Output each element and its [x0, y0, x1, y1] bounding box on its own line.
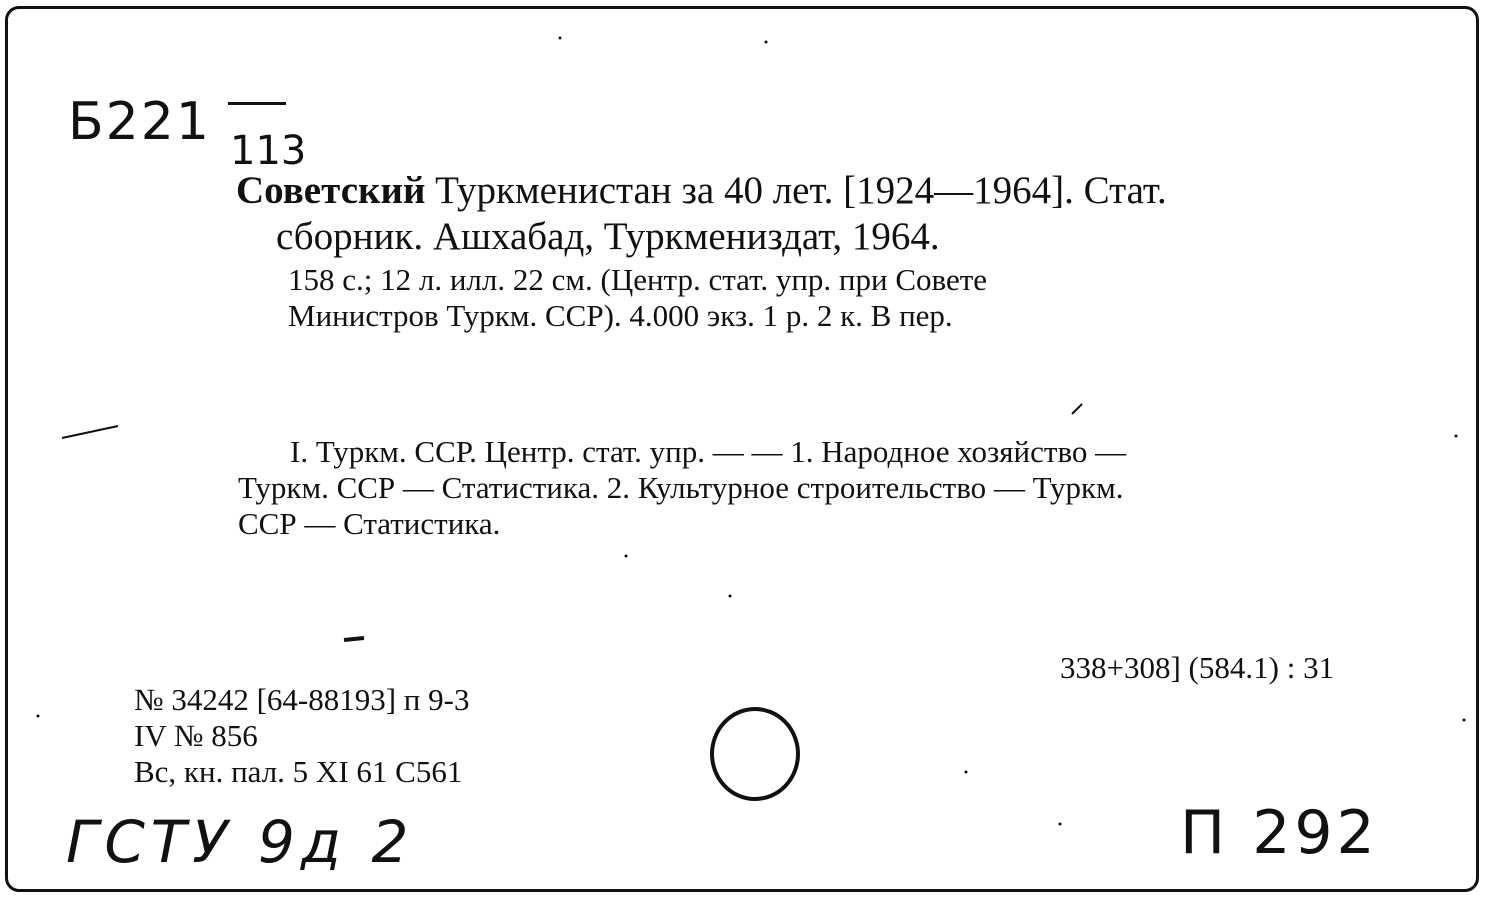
handwritten-note-right: П 292: [1180, 798, 1379, 868]
title-line-2: сборник. Ашхабад, Туркмениздат, 1964.: [276, 215, 940, 258]
subjects-line-2: Туркм. ССР — Статистика. 2. Культурное строительство — Туркм.: [238, 470, 1124, 505]
title-rest: Туркменистан за 40 лет. [1924—1964]. Стат.: [435, 169, 1167, 212]
classification-number: 338+308] (584.1) : 31: [1060, 650, 1335, 685]
shelfmark-denominator: 113: [230, 128, 307, 174]
collation-line-2: Министров Туркм. ССР). 4.000 экз. 1 р. 2 к. В пер.: [288, 298, 953, 333]
record-line-1: № 34242 [64-88193] п 9-3: [134, 682, 470, 717]
handwritten-note-left: ГСТУ 9д 2: [66, 808, 415, 876]
title-bold-part: Советский: [236, 169, 426, 212]
record-line-2: IV № 856: [134, 718, 258, 753]
shelfmark-code: Б221: [68, 92, 211, 152]
subjects-line-1: I. Туркм. ССР. Центр. стат. упр. — — 1. Народное хозяйство —: [290, 434, 1127, 469]
record-line-3: Вс, кн. пал. 5 XI 61 С561: [134, 754, 463, 789]
collation-line-1: 158 с.; 12 л. илл. 22 см. (Центр. стат. упр. при Совете: [288, 262, 988, 297]
subjects-line-3: ССР — Статистика.: [238, 506, 501, 541]
